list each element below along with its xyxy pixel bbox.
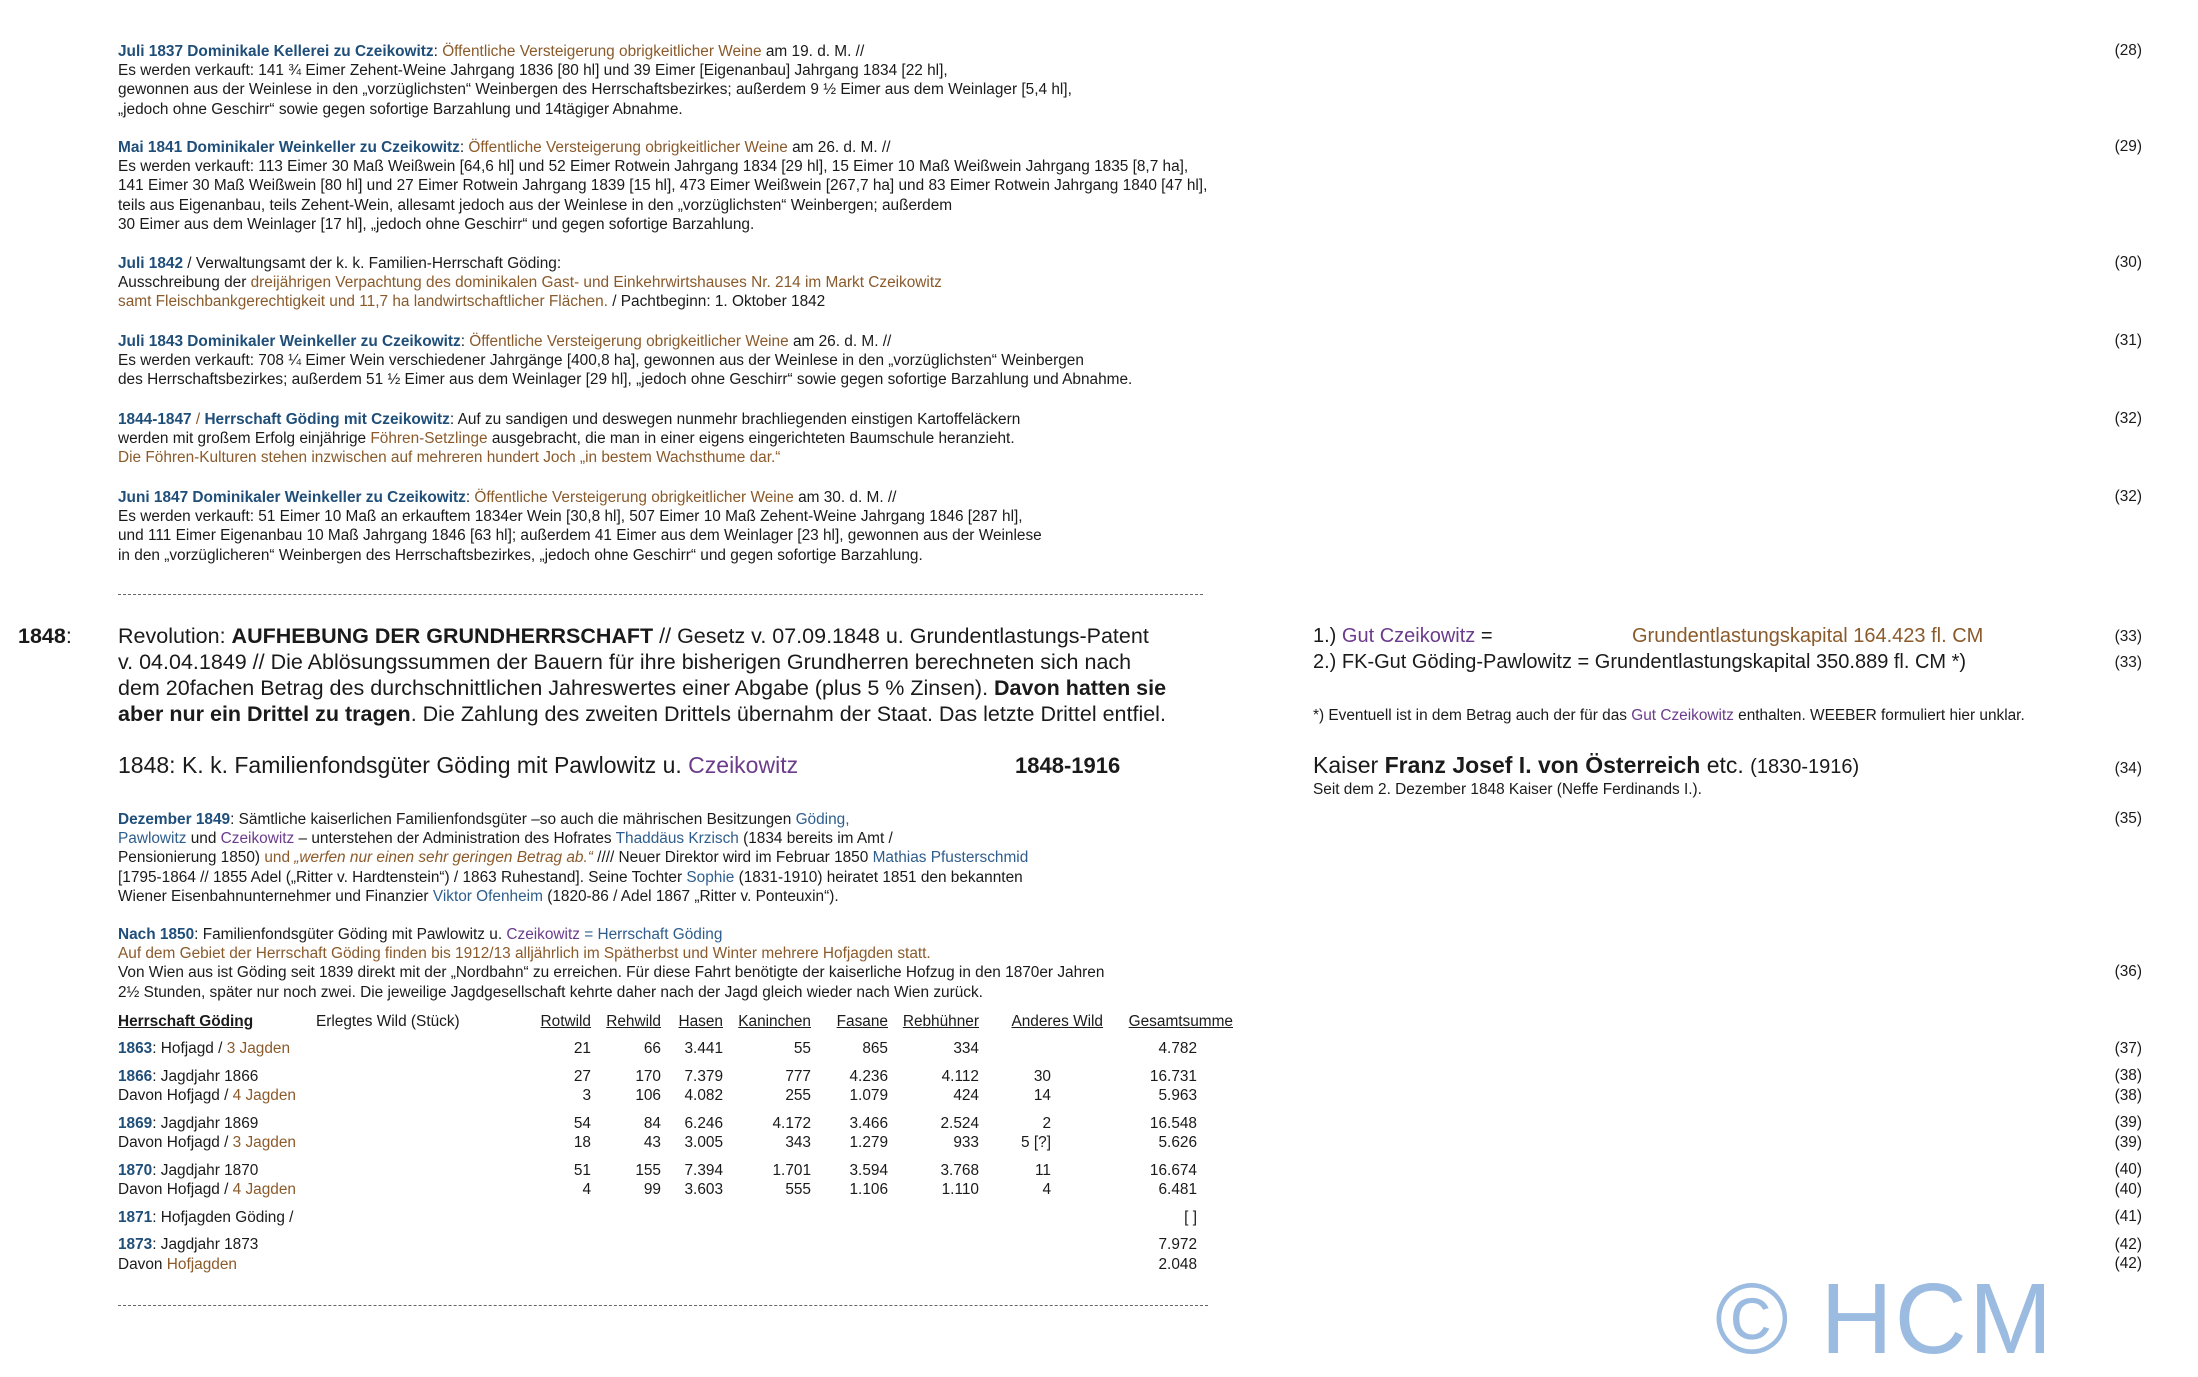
ref-number: (42) (2114, 1255, 2142, 1272)
entry-tail: am 19. d. M. // (761, 43, 865, 60)
row-extra: 4 Jagden (232, 1087, 296, 1105)
table-cell: 43 (643, 1134, 661, 1152)
hunting-table (118, 1012, 1233, 1275)
table-cell: 6.246 (684, 1114, 723, 1132)
table-cell: 933 (953, 1134, 979, 1152)
entry: Mai 1841 Dominikaler Weinkeller zu Czeikowitz: Öffentliche Versteigerung obrigkeitlicher Weine am 26. d. M. // Es werden verkauft: 113 Eimer 30 Maß Weißwein [64,6 hl] und 52 Eimer Rotwein Jahrgang 1834 [29 hl], 15 Eimer 10 Maß Weißwein Jahrgang 1835 [8,7 ha], 141 Eimer 30 Maß Weißwein [80 hl] und 27 Eimer Rotwein Jahrgang 1839 [15 hl], 473 Eimer Weißwein [267,7 ha] und 83 Eimer Rotwein Jahrgang 1840 [47 hl], teils aus Eigenanbau, teils Zehent-Wein, allesamt jedoch aus der Weinlese in den „vorzüglichsten“ Weinbergen; außerdem 30 Eimer aus dem Weinlager [17 hl], „jedoch ohne Geschirr“ und gegen sofortige Barzahlung. (118, 138, 1378, 234)
table-cell: 4 (1042, 1181, 1051, 1199)
table-cell (888, 1208, 979, 1228)
table-row (118, 1181, 1233, 1201)
table-cell (511, 1255, 591, 1275)
entry-nach-1850: Nach 1850: Familienfondsgüter Göding mit Pawlowitz u. Czeikowitz = Herrschaft Göding Auf dem Gebiet der Herrschaft Göding finden bis 1912/13 alljährlich im Spätherbst und Winter mehrere Hofjagden statt. Von Wien aus ist Göding seit 1839 direkt mit der „Nordbahn“ zu erreichen. Für diese Fahrt benötigte der kaiserliche Hofzug in den 1870er Jahren 2½ Stunden, später nur noch zwei. Die jeweilige Jagdgesellschaft kehrte daher nach der Jagd gleich wieder nach Wien zurück. (118, 926, 1105, 1001)
table-cell: 51 (573, 1161, 591, 1179)
table-row (118, 1161, 1233, 1181)
table-cell (811, 1236, 888, 1256)
table-cell (979, 1208, 1103, 1228)
table-row (118, 1134, 1233, 1154)
entry-line: 30 Eimer aus dem Weinlager [17 hl], „jedoch ohne Geschirr“ und gegen sofortige Barzahlung. (118, 215, 755, 233)
table-cell (811, 1255, 888, 1275)
row-label: Davon Hofjagd / (118, 1087, 233, 1105)
table-cell (811, 1208, 888, 1228)
table-cell (511, 1236, 591, 1256)
table-cell: 5.626 (1158, 1134, 1197, 1152)
table-cell: 16.674 (1149, 1161, 1197, 1179)
grundentlastung-1-amount: Grundentlastungskapital 164.423 fl. CM (1632, 625, 1984, 647)
table-cell: 1.110 (941, 1181, 979, 1199)
ref-number: (38) (2114, 1086, 2142, 1104)
row-year: 1866 (118, 1067, 153, 1085)
entry-title: Öffentliche Versteigerung obrigkeitlicher Weine (469, 333, 789, 350)
watermark: © HCM (1715, 1263, 2055, 1375)
table-cell (591, 1236, 661, 1256)
entry-line: ausgebracht, die man in einer eigens eingerichteten Baumschule heranzieht. (487, 430, 1015, 448)
table-cell: 106 (635, 1087, 661, 1105)
table-cell: 1.079 (849, 1087, 888, 1105)
table-cell (591, 1255, 661, 1275)
entry-highlight: dreijährigen Verpachtung des dominikalen Gast- und Einkehrwirtshauses Nr. 214 im Markt Czeikowitz (250, 274, 942, 292)
table-row (118, 1040, 1233, 1060)
entry-title: Öffentliche Versteigerung obrigkeitlicher Weine (474, 489, 794, 506)
table-cell: 334 (953, 1040, 979, 1058)
entry-title: Öffentliche Versteigerung obrigkeitlicher Weine (468, 139, 788, 156)
table-cell: 4.112 (941, 1067, 979, 1085)
row-year: 1870 (118, 1161, 153, 1179)
table-cell (888, 1255, 979, 1275)
table-cell: 4.082 (684, 1087, 723, 1105)
kaiser-subtitle: Seit dem 2. Dezember 1848 Kaiser (Neffe Ferdinands I.). (1313, 781, 1702, 798)
entry-line: / Pachtbeginn: 1. Oktober 1842 (607, 293, 826, 311)
table-cell: 55 (793, 1040, 811, 1058)
table-cell: 3.441 (684, 1040, 723, 1058)
table-cell: 3.594 (849, 1161, 888, 1179)
revolution-text: Revolution: AUFHEBUNG DER GRUNDHERRSCHAFT // Gesetz v. 07.09.1848 u. Grundentlastungs-Patent v. 04.04.1849 // Die Ablösungssummen der Bauern für ihre bisherigen Grundherren berechneten sich nach dem 20fachen Betrag des durchschnittlichen Jahreswertes einer Abgabe (plus 5 % Zinsen). Davon hatten sie aber nur ein Drittel zu tragen. Die Zahlung des zweiten Drittels übernahm der Staat. Das letzte Drittel entfiel. (118, 624, 1167, 726)
row-label: : Jagdjahr 1873 (152, 1236, 259, 1254)
table-cell: 5.963 (1158, 1087, 1197, 1105)
table-cell: 1.279 (849, 1134, 888, 1152)
table-cell: 170 (635, 1067, 661, 1085)
row-label: : Jagdjahr 1870 (152, 1161, 259, 1179)
row-label: Davon (118, 1255, 167, 1273)
entry-dezember-1849: Dezember 1849: Sämtliche kaiserlichen Familienfondsgüter –so auch die mährischen Besitzungen Göding, Pawlowitz und Czeikowitz – unterstehen der Administration des Hofrates Thaddäus Krzisch (1834 bereits im Amt / Pensionierung 1850) und „werfen nur einen sehr geringen Betrag ab.“ //// Neuer Direktor wird im Februar 1850 Mathias Pfusterschmid [1795-1864 // 1855 Adel („Ritter v. Hardtenstein“) / 1863 Ruhestand]. Seine Tochter Sophie (1831-1910) heiratet 1851 den bekannten Wiener Eisenbahnunternehmer und Finanzier Viktor Ofenheim (1820-86 / Adel 1867 „Ritter v. Ponteuxin“). (118, 811, 1029, 905)
table-cell (979, 1255, 1103, 1275)
table-cell: 54 (573, 1114, 591, 1132)
table-cell: 3.005 (684, 1134, 723, 1152)
table-cell: 155 (635, 1161, 661, 1179)
table-cell: 3.603 (684, 1181, 723, 1199)
table-cell: 16.548 (1149, 1114, 1197, 1132)
table-cell: 84 (643, 1114, 661, 1132)
table-header: Gesamtsumme (1128, 1012, 1233, 1030)
entry (118, 410, 1378, 468)
table-header: Fasane (836, 1012, 888, 1030)
table-cell: 2.048 (1158, 1255, 1197, 1273)
entry-line: Es werden verkauft: 708 ¼ Eimer Wein verschiedener Jahrgänge [400,8 ha], gewonnen aus der Weinlese in den „vorzüglichsten“ Weinbergen (118, 352, 1084, 370)
ref-number: (28) (2114, 42, 2142, 59)
entry-date: Juli 1837 Dominikale Kellerei zu Czeikowitz (118, 43, 434, 60)
table-cell: 16.731 (1149, 1067, 1197, 1085)
entry-tail: am 26. d. M. // (788, 333, 892, 350)
entry: Juli 1843 Dominikaler Weinkeller zu Czeikowitz: Öffentliche Versteigerung obrigkeitlicher Weine am 26. d. M. // Es werden verkauft: 708 ¼ Eimer Wein verschiedener Jahrgänge [400,8 ha], gewonnen aus der Weinlese in den „vorzüglichsten“ Weinbergen des Herrschaftsbezirkes; außerdem 51 ½ Eimer aus dem Weinlager [29 hl], „jedoch ohne Geschirr“ sowie gegen sofortige Barzahlung und Abnahme. (118, 332, 1378, 390)
row-label: : Hofjagd / (152, 1040, 227, 1058)
row-year: 1869 (118, 1114, 153, 1132)
table-cell: 14 (1033, 1087, 1051, 1105)
row-label: : Hofjagden Göding / (152, 1208, 294, 1226)
row-extra: Hofjagden (166, 1255, 237, 1273)
entry-line: : Auf zu sandigen und deswegen nunmehr brachliegenden einstigen Kartoffeläckern (449, 411, 1021, 428)
entry-highlight: samt Fleischbankgerechtigkeit und 11,7 ha landwirtschaftlicher Flächen. (118, 293, 608, 311)
table-cell: 343 (785, 1134, 811, 1152)
entry-date: Juni 1847 Dominikaler Weinkeller zu Czeikowitz (118, 489, 466, 506)
entry-head: / Verwaltungsamt der k. k. Familien-Herrschaft Göding: (183, 255, 562, 272)
entry-line: werden mit großem Erfolg einjährige (118, 430, 371, 448)
ref-number: (30) (2114, 254, 2142, 271)
ref-number: (40) (2114, 1161, 2142, 1178)
table-header-row (118, 1012, 1233, 1032)
table-cell: 7.379 (684, 1067, 723, 1085)
ref-number: (38) (2114, 1067, 2142, 1084)
table-cell: 4.236 (849, 1067, 888, 1085)
table-header: Erlegtes Wild (Stück) (316, 1012, 460, 1030)
table-cell (979, 1040, 1103, 1060)
table-cell: 424 (953, 1087, 979, 1105)
ref-number: (33) (2114, 654, 2142, 671)
entry-sep: / (191, 411, 205, 428)
entry-date: Mai 1841 Dominikaler Weinkeller zu Czeikowitz (118, 139, 460, 156)
row-label: : Jagdjahr 1866 (152, 1067, 259, 1085)
entry-title: Öffentliche Versteigerung obrigkeitlicher Weine (442, 43, 762, 60)
entry-line: Es werden verkauft: 113 Eimer 30 Maß Weißwein [64,6 hl] und 52 Eimer Rotwein Jahrgang 1834 [29 hl], 15 Eimer 10 Maß Weißwein Jahrgang 1835 [8,7 ha], (118, 158, 1189, 176)
table-cell: 5 [?] (1021, 1134, 1051, 1152)
table-cell: 11 (1035, 1161, 1051, 1179)
entry-line: Es werden verkauft: 51 Eimer 10 Maß an erkauftem 1834er Wein [30,8 hl], 507 Eimer 10 Maß Zehent-Weine Jahrgang 1846 [287 hl], (118, 508, 1023, 526)
entry-date: Juli 1843 Dominikaler Weinkeller zu Czeikowitz (118, 333, 461, 350)
table-cell: 7.394 (684, 1161, 723, 1179)
row-extra: 3 Jagden (232, 1134, 296, 1152)
table-cell: 2 (1042, 1114, 1051, 1132)
table-cell: 3.768 (940, 1161, 979, 1179)
separator-line (118, 1305, 1208, 1306)
table-row (118, 1114, 1233, 1134)
entry-date: 1844-1847 (118, 411, 192, 428)
entry: Juni 1847 Dominikaler Weinkeller zu Czeikowitz: Öffentliche Versteigerung obrigkeitlicher Weine am 30. d. M. // Es werden verkauft: 51 Eimer 10 Maß an erkauftem 1834er Wein [30,8 hl], 507 Eimer 10 Maß Zehent-Weine Jahrgang 1846 [287 hl], und 111 Eimer Eigenanbau 10 Maß Jahrgang 1846 [63 hl]; außerdem 41 Eimer aus dem Weinlager [23 hl], gewonnen aus der Weinlese in den „vorzüglicheren“ Weinbergen des Herrschaftsbezirkes, „jedoch ohne Geschirr“ und gegen sofortige Barzahlung. (118, 488, 1378, 565)
ref-number: (32) (2114, 410, 2142, 427)
row-label: : Jagdjahr 1869 (152, 1114, 259, 1132)
table-cell: 66 (643, 1040, 661, 1058)
table-cell: 865 (862, 1040, 888, 1058)
entry-line: in den „vorzüglicheren“ Weinbergen des Herrschaftsbezirkes, „jedoch ohne Geschirr“ und gegen sofortige Barzahlung. (118, 546, 923, 564)
row-label: Davon Hofjagd / (118, 1181, 233, 1199)
fond-title: 1848: K. k. Familienfondsgüter Göding mit Pawlowitz u. Czeikowitz (118, 752, 799, 778)
table-cell: 555 (785, 1181, 811, 1199)
ref-number: (36) (2114, 963, 2142, 980)
ref-number: (42) (2114, 1235, 2142, 1253)
table-cell: [ ] (1184, 1208, 1197, 1226)
entry: Juli 1837 Dominikale Kellerei zu Czeikowitz: Öffentliche Versteigerung obrigkeitlicher Weine am 19. d. M. // Es werden verkauft: 141 ¾ Eimer Zehent-Weine Jahrgang 1836 [80 hl] und 39 Eimer [Eigenanbau] Jahrgang 1834 [22 hl], gewonnen aus der Weinlese in den „vorzüglichsten“ Weinbergen des Herrschaftsbezirkes; außerdem 9 ½ Eimer aus dem Weinlager [5,4 hl], „jedoch ohne Geschirr“ sowie gegen sofortige Barzahlung und 14tägiger Abnahme. (118, 42, 1378, 119)
entry-date: Juli 1842 (118, 255, 184, 272)
table-cell: 2.524 (940, 1114, 979, 1132)
table-cell: 4.782 (1158, 1040, 1197, 1058)
table-cell: 1.106 (849, 1181, 888, 1199)
table-cell: 7.972 (1158, 1236, 1197, 1254)
kaiser-title: Kaiser Franz Josef I. von Österreich etc. (1830-1916) (1313, 752, 1860, 778)
ref-number: (34) (2114, 760, 2142, 777)
ref-number: (39) (2114, 1114, 2142, 1131)
table-header: Herrschaft Göding (118, 1012, 254, 1030)
entry-line: gewonnen aus der Weinlese in den „vorzüglichsten“ Weinbergen des Herrschaftsbezirkes; außerdem 9 ½ Eimer aus dem Weinlager [5,4 hl], (118, 81, 1072, 99)
entry-line: „jedoch ohne Geschirr“ sowie gegen sofortige Barzahlung und 14tägiger Abnahme. (118, 100, 683, 118)
table-cell: 1.701 (772, 1161, 811, 1179)
table-header: Hasen (678, 1012, 723, 1030)
entry-line: Es werden verkauft: 141 ¾ Eimer Zehent-Weine Jahrgang 1836 [80 hl] und 39 Eimer [Eigenanbau] Jahrgang 1834 [22 hl], (118, 62, 948, 80)
table-row (118, 1067, 1233, 1087)
entry-who: Herrschaft Göding mit Czeikowitz (204, 411, 450, 428)
ref-number: (32) (2114, 488, 2142, 505)
ref-number: (40) (2114, 1180, 2142, 1198)
table-cell: 99 (643, 1181, 661, 1199)
grundentlastung-2: 2.) FK-Gut Göding-Pawlowitz = Grundentlastungskapital 350.889 fl. CM *) (1313, 651, 1967, 673)
row-extra: 4 Jagden (232, 1181, 296, 1199)
table-cell: 4 (582, 1181, 591, 1199)
table-cell: 27 (573, 1067, 591, 1085)
table-cell: 3 (582, 1087, 591, 1105)
table-cell: 4.172 (772, 1114, 811, 1132)
table-header: Rehwild (606, 1012, 661, 1030)
table-cell (723, 1208, 811, 1228)
table-cell (511, 1208, 591, 1228)
grundentlastung-1: 1.) Gut Czeikowitz = (1313, 625, 1493, 647)
entry-highlight: Die Föhren-Kulturen stehen inzwischen auf mehreren hundert Joch „in bestem Wachsthume dar.“ (118, 449, 781, 467)
entry-line: des Herrschaftsbezirkes; außerdem 51 ½ Eimer aus dem Weinlager [29 hl], „jedoch ohne Geschirr“ sowie gegen sofortige Barzahlung und Abnahme. (118, 371, 1133, 389)
entry-line: und 111 Eimer Eigenanbau 10 Maß Jahrgang 1846 [63 hl]; außerdem 41 Eimer aus dem Weinlager [23 hl], gewonnen aus der Weinlese (118, 527, 1042, 545)
table-header: Rebhühner (902, 1012, 979, 1030)
entry-highlight: Föhren-Setzlinge (370, 430, 488, 448)
row-label: Davon Hofjagd / (118, 1134, 233, 1152)
table-row (118, 1236, 1233, 1256)
entry-line: Ausschreibung der (118, 274, 251, 292)
table-row (118, 1255, 1233, 1275)
row-extra: 3 Jagden (226, 1040, 291, 1058)
ref-number: (37) (2114, 1039, 2142, 1057)
table-cell (723, 1255, 811, 1275)
table-cell (661, 1255, 723, 1275)
entry-tail: am 30. d. M. // (793, 489, 897, 506)
table-cell (723, 1236, 811, 1256)
table-cell (591, 1208, 661, 1228)
row-year: 1863 (118, 1040, 153, 1058)
table-cell: 30 (1033, 1067, 1051, 1085)
year-label: 1848: (18, 624, 72, 648)
entry (118, 254, 1378, 312)
ref-number: (39) (2114, 1133, 2142, 1151)
table-cell (979, 1236, 1103, 1256)
ref-number: (41) (2114, 1208, 2142, 1225)
table-cell: 21 (573, 1040, 591, 1058)
ref-number: (35) (2114, 810, 2142, 827)
table-cell (888, 1236, 979, 1256)
table-cell: 18 (573, 1134, 591, 1152)
entry-line: teils aus Eigenanbau, teils Zehent-Wein, allesamt jedoch aus der Weinlese in den „vorzüglichsten“ Weinbergen; außerdem (118, 196, 953, 214)
ref-number: (31) (2114, 332, 2142, 349)
table-cell: 255 (785, 1087, 811, 1105)
row-year: 1873 (118, 1236, 153, 1254)
table-cell (661, 1236, 723, 1256)
entry-tail: am 26. d. M. // (787, 139, 891, 156)
separator-line (118, 594, 1203, 595)
table-row (118, 1087, 1233, 1107)
entry-line: 141 Eimer 30 Maß Weißwein [80 hl] und 27 Eimer Rotwein Jahrgang 1839 [15 hl], 473 Eimer Weißwein [267,7 ha] und 83 Eimer Rotwein Jahrgang 1840 [47 hl], (118, 177, 1208, 195)
fond-years: 1848-1916 (1015, 753, 1121, 778)
ref-number: (29) (2114, 138, 2142, 155)
table-header: Kaninchen (738, 1012, 811, 1030)
table-header: Rotwild (540, 1012, 591, 1030)
ref-number: (33) (2114, 628, 2142, 645)
table-cell: 6.481 (1158, 1181, 1197, 1199)
table-row (118, 1208, 1233, 1228)
table-header: Anderes Wild (1011, 1012, 1103, 1030)
footnote: *) Eventuell ist in dem Betrag auch der für das Gut Czeikowitz enthalten. WEEBER formuliert hier unklar. (1313, 707, 2025, 724)
table-cell: 777 (785, 1067, 811, 1085)
row-year: 1871 (118, 1208, 153, 1226)
table-cell (661, 1208, 723, 1228)
table-cell: 3.466 (849, 1114, 888, 1132)
